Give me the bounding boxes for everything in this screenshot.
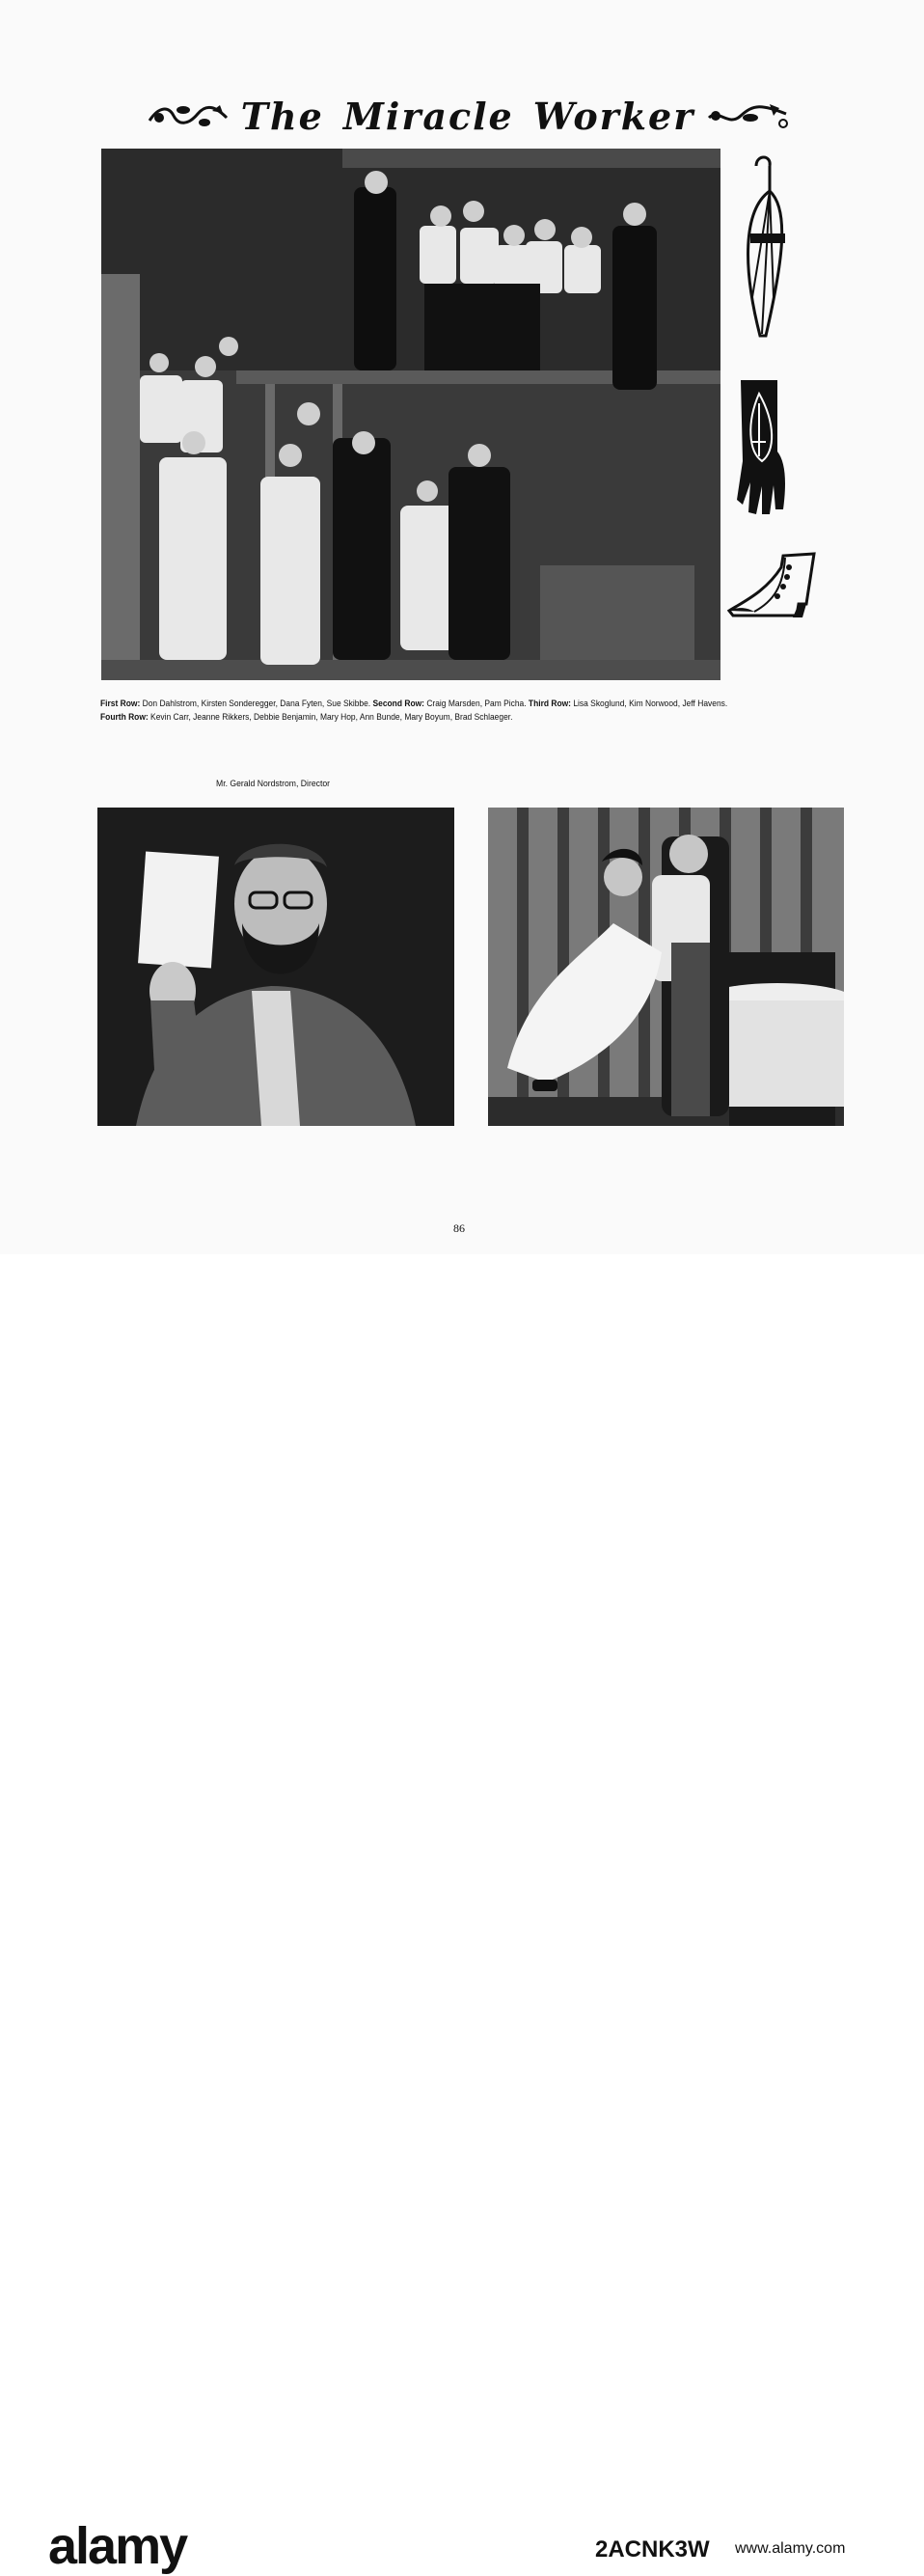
title-word-the: The	[240, 94, 324, 138]
title-word-worker: Worker	[532, 94, 695, 138]
yearbook-page	[0, 0, 924, 1254]
cast-caption	[100, 698, 728, 725]
caption-row-1-label: First Row:	[100, 699, 141, 709]
boot-icon	[725, 548, 822, 617]
title-word-miracle: Miracle	[342, 94, 514, 138]
umbrella-icon	[735, 152, 791, 342]
cast-photo	[101, 149, 720, 680]
director-photo	[97, 808, 454, 1126]
page-title	[92, 89, 844, 143]
watermark-footer	[0, 1254, 924, 2575]
caption-row-2-label: Second Row:	[372, 699, 424, 709]
glove-icon	[735, 374, 789, 519]
caption-row-4-names: Kevin Carr, Jeanne Rikkers, Debbie Benjamin, Mary Hop, Ann Bunde, Mary Boyum, Brad Schlaeger.	[150, 712, 513, 723]
caption-row-1-names: Don Dahlstrom, Kirsten Sonderegger, Dana Fyten, Sue Skibbe.	[142, 699, 371, 709]
right-flourish-icon	[704, 96, 791, 135]
image-id: 2ACNK3W	[595, 2536, 710, 2562]
page-number: 86	[453, 1221, 465, 1235]
caption-row-3-names: Lisa Skoglund, Kim Norwood, Jeff Havens.	[573, 699, 728, 709]
left-flourish-icon	[145, 96, 231, 135]
brand-logo: alamy	[48, 2517, 187, 2575]
site-url[interactable]: www.alamy.com	[735, 2540, 846, 2557]
director-caption: Mr. Gerald Nordstrom, Director	[216, 779, 331, 789]
scene-photo	[488, 808, 844, 1126]
caption-row-4-label: Fourth Row:	[100, 712, 149, 723]
caption-row-3-label: Third Row:	[528, 699, 572, 709]
caption-row-2-names: Craig Marsden, Pam Picha.	[426, 699, 527, 709]
